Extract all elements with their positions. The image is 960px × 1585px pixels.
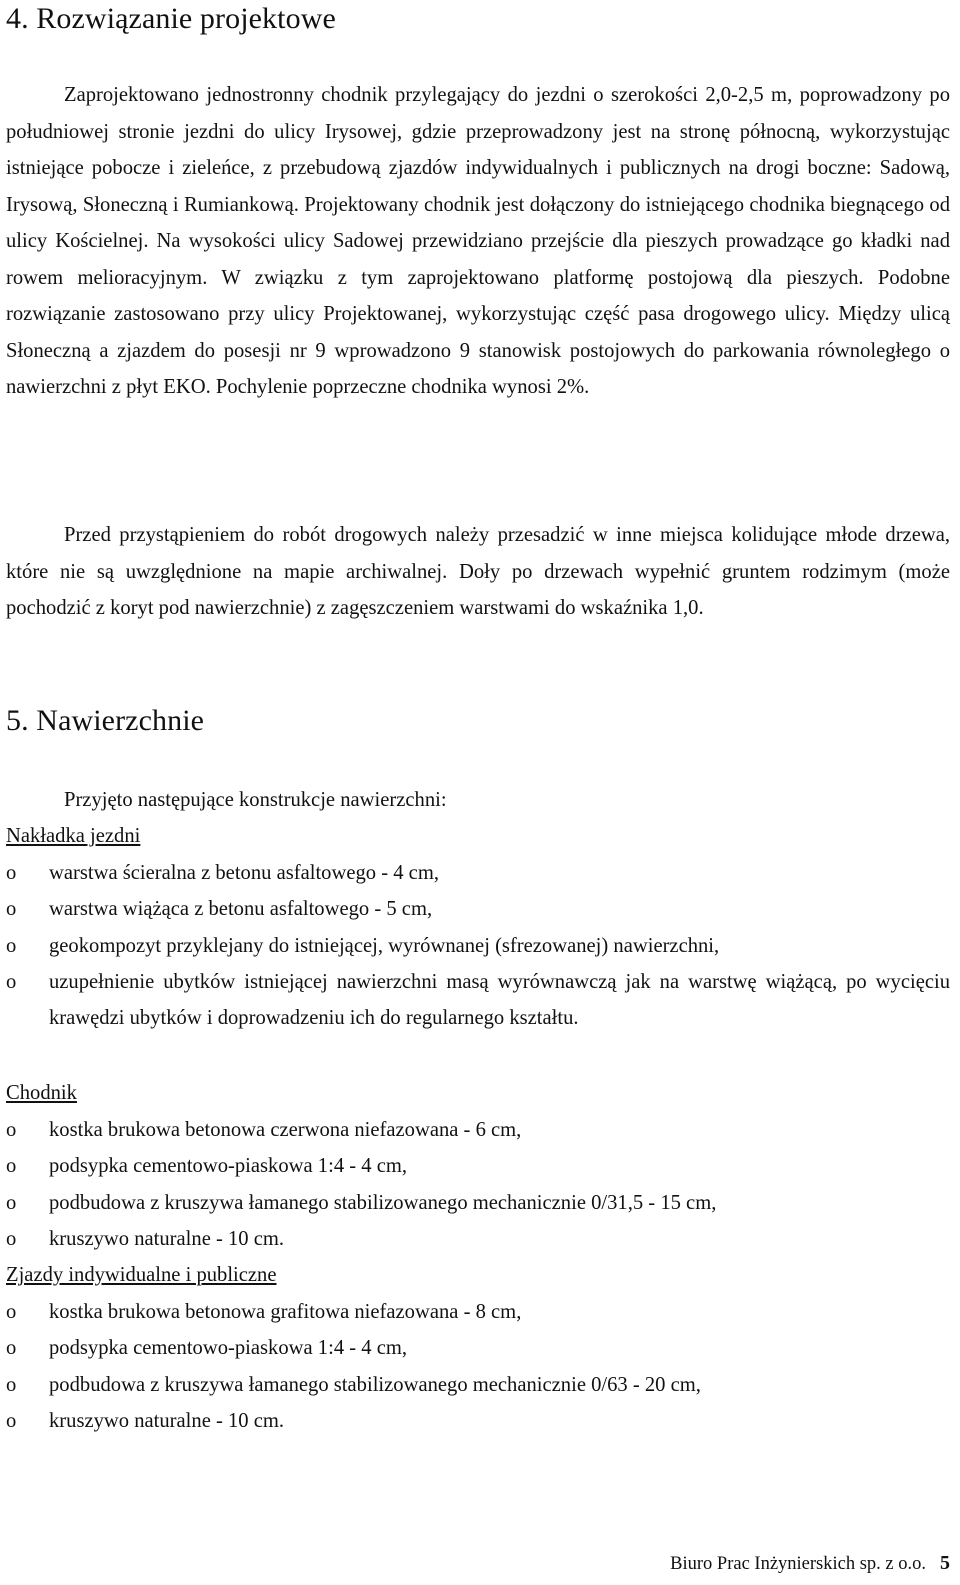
list-item (6, 1330, 950, 1366)
list-item-text: warstwa wiążąca z betonu asfaltowego - 5 cm, (49, 898, 433, 921)
list-item (6, 928, 950, 964)
list-item (6, 1112, 950, 1148)
list-item-text: uzupełnienie ubytków istniejącej nawierzchni masą wyrównawczą jak na warstwę wiążącą, po wycięciu krawędzi ubytków i doprowadzeniu ich do regularnego kształtu. (49, 970, 950, 1030)
list-item (6, 855, 950, 891)
list-item-text: warstwa ścieralna z betonu asfaltowego - 4 cm, (49, 862, 439, 884)
section-4-paragraph-2: Przed przystąpieniem do robót drogowych należy przesadzić w inne miejsca kolidujące młode drzewa, które nie są uwzględnione na mapie archiwalnej. Doły po drzewach wypełnić gruntem rodzimym (może pochodzić z koryt pod nawierzchnie) z zagęszczeniem warstwami do wskaźnika 1,0. (6, 524, 950, 619)
bullet-marker: o (6, 934, 17, 957)
layer-list-sidewalk (6, 1112, 950, 1257)
bullet-marker: o (6, 970, 17, 993)
list-item (6, 1294, 950, 1330)
footer-company: Biuro Prac Inżynierskich sp. z o.o. (670, 1554, 926, 1574)
list-item (6, 1221, 950, 1257)
list-item (6, 964, 950, 1037)
bullet-marker: o (6, 1373, 17, 1396)
layer-list-driveways (6, 1294, 950, 1439)
section-4-heading: 4. Rozwiązanie projektowe (6, 2, 336, 35)
list-item-text: kruszywo naturalne - 10 cm. (49, 1409, 285, 1432)
list-item-text: podsypka cementowo-piaskowa 1:4 - 4 cm, (49, 1337, 408, 1360)
bullet-marker: o (6, 1409, 17, 1432)
bullet-marker: o (6, 1155, 17, 1178)
list-item-text: kostka brukowa betonowa czerwona niefazowana - 6 cm, (49, 1119, 522, 1141)
section-5-intro: Przyjęto następujące konstrukcje nawierzchni: (64, 789, 447, 811)
list-item (6, 1185, 950, 1221)
list-item-text: podbudowa z kruszywa łamanego stabilizowanego mechanicznie 0/31,5 - 15 cm, (49, 1191, 717, 1214)
list-item (6, 1403, 950, 1439)
bullet-marker: o (6, 1119, 17, 1141)
group-title-driveways: Zjazdy indywidualne i publiczne (6, 1264, 277, 1286)
bullet-marker: o (6, 898, 17, 921)
group-title-road-overlay: Nakładka jezdni (6, 825, 141, 847)
layer-list-road-overlay (6, 855, 950, 1036)
section-5-heading: 5. Nawierzchnie (6, 704, 205, 737)
list-item (6, 1148, 950, 1184)
bullet-marker: o (6, 1337, 17, 1360)
bullet-marker: o (6, 1301, 17, 1323)
list-item (6, 891, 950, 927)
list-item-text: kruszywo naturalne - 10 cm. (49, 1227, 285, 1250)
bullet-marker: o (6, 1191, 17, 1214)
list-item-text: kostka brukowa betonowa grafitowa niefazowana - 8 cm, (49, 1301, 522, 1323)
list-item-text: podbudowa z kruszywa łamanego stabilizowanego mechanicznie 0/63 - 20 cm, (49, 1373, 701, 1396)
bullet-marker: o (6, 862, 17, 884)
list-item-text: podsypka cementowo-piaskowa 1:4 - 4 cm, (49, 1155, 408, 1178)
bullet-marker: o (6, 1227, 17, 1250)
list-item (6, 1367, 950, 1403)
page-footer (670, 1548, 950, 1579)
list-item-text: geokompozyt przyklejany do istniejącej, wyrównanej (sfrezowanej) nawierzchni, (49, 934, 720, 957)
page-number: 5 (940, 1552, 950, 1574)
group-title-sidewalk: Chodnik (6, 1082, 77, 1104)
section-4-paragraph-1: Zaprojektowano jednostronny chodnik przylegający do jezdni o szerokości 2,0-2,5 m, poprowadzony po południowej stronie jezdni do ulicy Irysowej, gdzie przeprowadzony jest na stronę północną, wykorzystując istniejące pobocze i zieleńce, z przebudową zjazdów indywidualnych i publicznych na drogi boczne: Sadową, Irysową, Słoneczną i Rumiankową. Projektowany chodnik jest dołączony do istniejącego chodnika biegnącego od ulicy Kościelnej. Na wysokości ulicy Sadowej przewidziano przejście dla pieszych prowadzące go kładki nad rowem melioracyjnym. W związku z tym zaprojektowano platformę postojową dla pieszych. Podobne rozwiązanie zastosowano przy ulicy Projektowanej, wykorzystując część pasa drogowego ulicy. Między ulicą Słoneczną a zjazdem do posesji nr 9 wprowadzono 9 stanowisk postojowych do parkowania równoległego o nawierzchni z płyt EKO. Pochylenie poprzeczne chodnika wynosi 2%. (6, 84, 950, 398)
